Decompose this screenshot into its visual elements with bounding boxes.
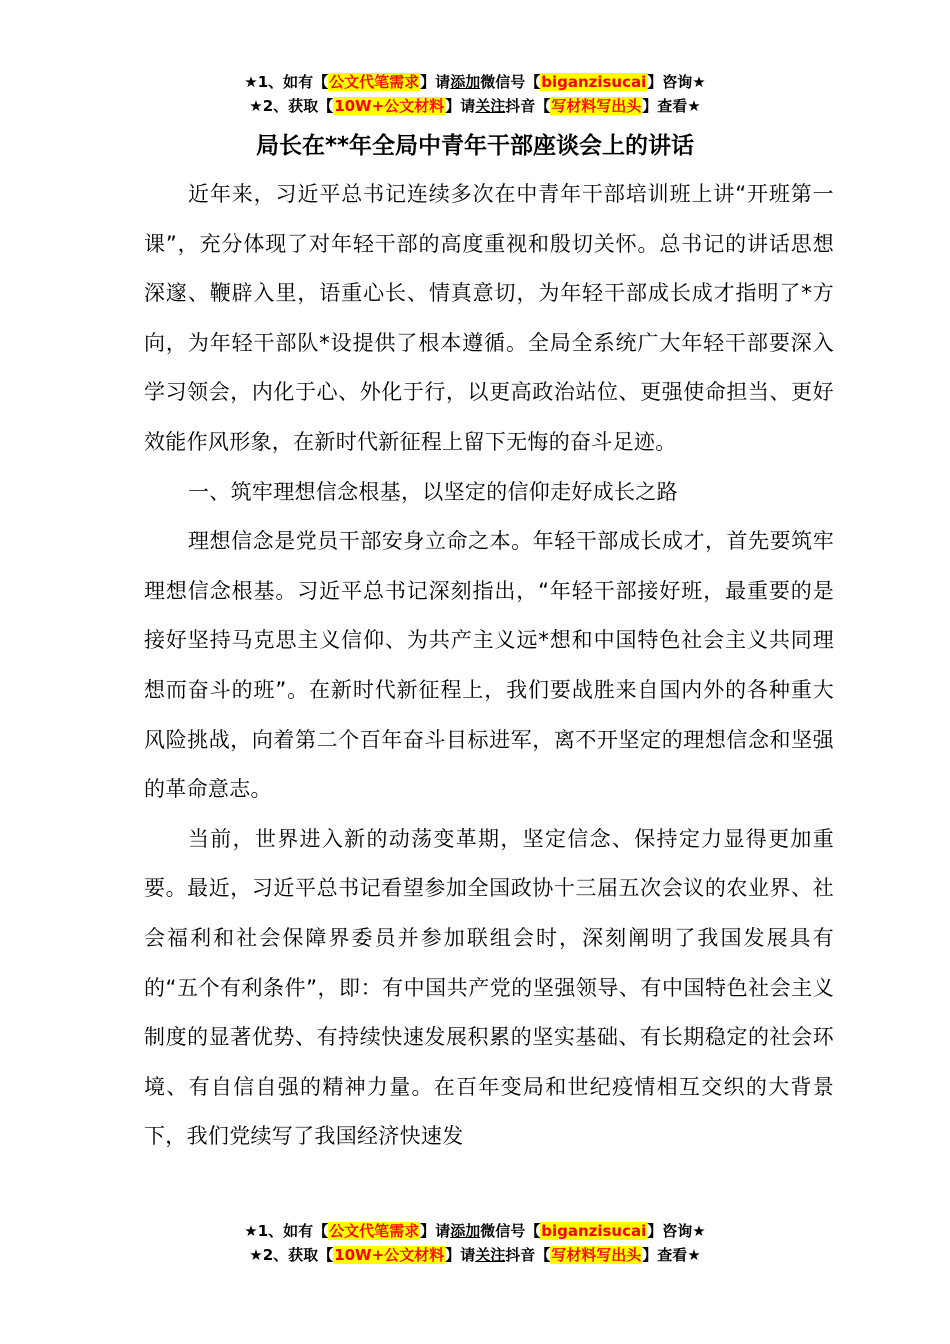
banner-line-1 <box>0 70 950 94</box>
banner-highlight: 写材料写出头 <box>551 97 642 115</box>
section-heading-1: 一、筑牢理想信念根基，以坚定的信仰走好成长之路 <box>188 479 678 504</box>
banner-text: 】咨询★ <box>647 1222 706 1240</box>
paragraph-current: 当前，世界进入新的动荡变革期，坚定信念、保持定力显得更加重要。最近，习近平总书记看望参加全国政协十三届五次会议的农业界、社会福利和社会保障界委员并参加联组会时，深刻阐明了我国发展具有的“五个有利条件”，即：有中国共产党的坚强领导、有中国特色社会主义制度的显著优势、有持续快速发展积累的坚实基础、有长期稳定的社会环境、有自信自强的精神力量。在百年变局和世纪疫情相互交织的大背景下，我们党续写了我国经济快速发 <box>144 826 834 1149</box>
banner-text: ★2、获取【 <box>249 97 334 115</box>
banner-highlight: 公文代笔需求 <box>329 73 420 91</box>
banner-text: ★1、如有【 <box>244 73 329 91</box>
banner-text: 】咨询★ <box>647 73 706 91</box>
banner-highlight: biganzisucai <box>541 1222 647 1240</box>
banner-line-2 <box>0 94 950 118</box>
banner-highlight: 公文代笔需求 <box>329 1222 420 1240</box>
banner-underlined-text: 添加 <box>450 1222 481 1240</box>
header-banner <box>0 70 950 118</box>
banner-text: 】查看★ <box>642 97 701 115</box>
banner-text: ★2、获取【 <box>249 1246 334 1264</box>
banner-text: 抖音【 <box>505 97 551 115</box>
banner-text: 】查看★ <box>642 1246 701 1264</box>
banner-underlined-text: 关注 <box>475 97 506 115</box>
banner-highlight: biganzisucai <box>541 73 647 91</box>
banner-text: 】请 <box>420 1222 451 1240</box>
banner-underlined-text: 添加 <box>450 73 481 91</box>
banner-text: 】请 <box>445 97 476 115</box>
banner-underlined-text: 关注 <box>475 1246 506 1264</box>
banner-text: 微信号【 <box>480 1222 541 1240</box>
banner-text: 抖音【 <box>505 1246 551 1264</box>
document-body <box>144 170 834 1162</box>
banner-text: ★1、如有【 <box>244 1222 329 1240</box>
footer-banner <box>0 1219 950 1267</box>
banner-text: 】请 <box>445 1246 476 1264</box>
paragraph-ideals: 理想信念是党员干部安身立命之本。年轻干部成长成才，首先要筑牢理想信念根基。习近平总书记深刻指出，“年轻干部接好班，最重要的是接好坚持马克思主义信仰、为共产主义远*想和中国特色社会主义共同理想而奋斗的班”。在新时代新征程上，我们要战胜来自国内外的各种重大风险挑战，向着第二个百年奋斗目标进军，离不开坚定的理想信念和坚强的革命意志。 <box>144 529 834 802</box>
banner-line-1 <box>0 1219 950 1243</box>
banner-highlight: 写材料写出头 <box>551 1246 642 1264</box>
banner-text: 微信号【 <box>480 73 541 91</box>
banner-highlight: 10W+公文材料 <box>334 1246 445 1264</box>
banner-highlight: 10W+公文材料 <box>334 97 445 115</box>
paragraph-intro: 近年来，习近平总书记连续多次在中青年干部培训班上讲“开班第一课”，充分体现了对年轻干部的高度重视和殷切关怀。总书记的讲话思想深邃、鞭辟入里，语重心长、情真意切，为年轻干部成长成才指明了*方向，为年轻干部队*设提供了根本遵循。全局全系统广大年轻干部要深入学习领会，内化于心、外化于行，以更高政治站位、更强使命担当、更好效能作风形象，在新时代新征程上留下无悔的奋斗足迹。 <box>144 182 834 454</box>
banner-line-2 <box>0 1243 950 1267</box>
document-title: 局长在**年全局中青年干部座谈会上的讲话 <box>255 133 695 159</box>
banner-text: 】请 <box>420 73 451 91</box>
